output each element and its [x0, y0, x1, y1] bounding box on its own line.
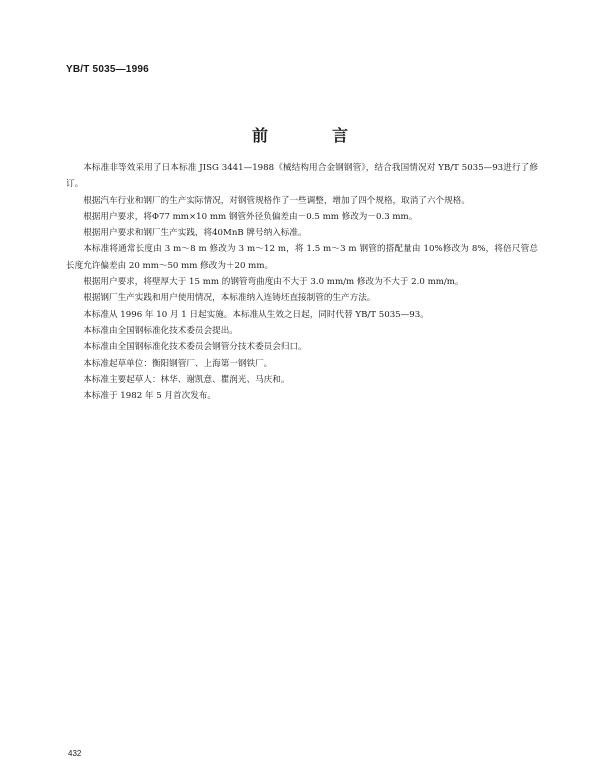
paragraph-bending: 根据用户要求，将壁厚大于 15 mm 的钢管弯曲度由不大于 3.0 mm/m 修改为不大于 2.0 mm/m。	[83, 277, 464, 288]
page-number: 432	[68, 749, 82, 758]
paragraph-production-method: 根据钢厂生产实践和用户使用情况，本标准纳入连铸坯直接制管的生产方法。	[83, 293, 376, 304]
paragraph-adoption: 本标准非等效采用了日本标准 JISG 3441—1988《械结构用合金钢钢管》，结合我国情况对 YB/T 5035—93进行了修订。	[66, 163, 538, 190]
page-title: 前 言	[251, 126, 372, 145]
paragraph-drafters: 本标准主要起草人：林华、谢凯意、瞿润光、马庆和。	[83, 374, 290, 385]
paragraph-length: 本标准将通常长度由 3 m～8 m 修改为 3 m～12 m，将 1.5 m～3 m 钢管的搭配量由 10%修改为 8%，将倍尺管总长度允许偏差由 20 mm～50 mm 修改为＋20 mm。	[66, 244, 538, 271]
paragraph-grade: 根据用户要求和钢厂生产实践，将40MnB 牌号纳入标准。	[83, 228, 307, 239]
paragraph-outer-diameter: 根据用户要求，将Φ77 mm×10 mm 钢管外径负偏差由－0.5 mm 修改为－0.3 mm。	[83, 211, 418, 222]
paragraph-effective-date: 本标准从 1996 年 10 月 1 日起实施。本标准从生效之日起，同时代替 YB/T 5035—93。	[83, 309, 429, 320]
paragraph-first-issued: 本标准于 1982 年 5 月首次发布。	[83, 391, 216, 402]
paragraph-drafting-units: 本标准起草单位：衡阳钢管厂、上海第一钢铁厂。	[83, 358, 273, 369]
paragraph-proposed-by: 本标准由全国钢标准化技术委员会提出。	[83, 325, 238, 336]
paragraph-managed-by: 本标准由全国钢标准化技术委员会钢管分技术委员会归口。	[83, 342, 307, 353]
foreword-body	[66, 160, 538, 404]
standard-code: YB/T 5035—1996	[66, 64, 149, 75]
paragraph-specifications: 根据汽车行业和钢厂的生产实际情况，对钢管规格作了一些调整，增加了四个规格，取消了六个规格。	[83, 195, 470, 206]
